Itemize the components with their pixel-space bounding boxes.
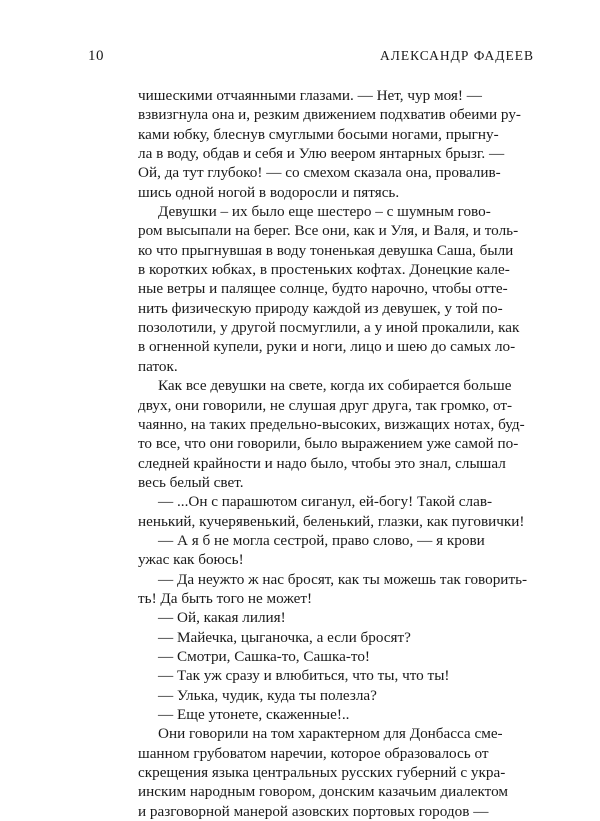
text-line: ла в воду, обдав и себя и Улю веером янтарных брызг. —	[138, 145, 505, 163]
text-line: то все, что они говорили, было выражением уже самой по-	[138, 435, 519, 453]
text-line: — Ой, какая лилия!	[158, 609, 286, 627]
text-line: ром высыпали на берег. Все они, как и Уля, и Валя, и толь-	[138, 222, 519, 240]
text-line: ненький, кучерявенький, беленький, глазки, как пуговички!	[138, 512, 525, 530]
text-line: и разговорной манерой азовских портовых городов —	[138, 802, 489, 820]
text-line: скрещения языка центральных русских губерний с укра-	[138, 764, 506, 782]
text-line: нить физическую природу каждой из девушек, у той по-	[138, 299, 503, 317]
text-line: чишескими отчаянными глазами. — Нет, чур моя! —	[138, 87, 482, 104]
body-text	[138, 86, 528, 821]
text-line: инским народным говором, донским казачьим диалектом	[138, 783, 509, 801]
page-header	[88, 48, 534, 68]
text-line: ко что прыгнувшая в воду тоненькая девушка Саша, были	[138, 241, 514, 259]
text-line: взвизгнула она и, резким движением подхватив обеими ру-	[138, 106, 521, 124]
text-line: в огненной купели, руки и ноги, лицо и шею до самых ло-	[138, 338, 516, 356]
text-line: в коротких юбках, в простеньких кофтах. Донецкие кале-	[138, 261, 510, 279]
text-line: чаянно, на таких предельно-высоких, визжащих нотах, буд-	[138, 415, 525, 433]
text-line: — А я б не могла сестрой, право слово, — я крови	[158, 531, 485, 549]
text-line: шанном грубоватом наречии, которое образовалось от	[138, 744, 489, 762]
text-line: ужас как боюсь!	[138, 551, 244, 569]
text-line: ть! Да быть того не может!	[138, 589, 313, 607]
text-line: следней крайности и надо было, чтобы это знал, слышал	[138, 454, 506, 472]
text-line: Девушки – их было еще шестеро – с шумным гово-	[158, 203, 491, 221]
text-line: — Так уж сразу и влюбиться, что ты, что ты!	[158, 667, 450, 685]
text-line: Как все девушки на свете, когда их собирается больше	[158, 377, 512, 395]
text-line: ные ветры и палящее солнце, будто нарочно, чтобы оттe-	[138, 280, 508, 298]
text-line: — Смотри, Сашка-то, Сашка-то!	[158, 647, 370, 665]
text-line: — ...Он с парашютом сиганул, ей-богу! Такой слав-	[158, 493, 493, 511]
text-line: шись одной ногой в водоросли и пятясь.	[138, 183, 400, 201]
text-line: позолотили, у другой посмуглили, а у иной прокалили, как	[138, 319, 520, 337]
text-line: — Да неужто ж нас бросят, как ты можешь так говорить-	[158, 570, 528, 588]
text-line: Ой, да тут глубоко! — со смехом сказала она, провалив-	[138, 164, 501, 182]
text-line: весь белый свет.	[138, 473, 244, 491]
text-line: Они говорили на том характерном для Донбасса сме-	[158, 725, 503, 743]
text-line: двух, они говорили, не слушая друг друга, так громко, от-	[138, 396, 513, 414]
running-title: АЛЕКСАНДР ФАДЕЕВ	[379, 48, 534, 63]
text-line: — Улька, чудик, куда ты полезла?	[158, 686, 377, 704]
page-number: 10	[88, 48, 104, 64]
text-line: — Еще утонете, скаженные!..	[158, 706, 350, 723]
text-line: — Майечка, цыганочка, а если бросят?	[158, 628, 411, 646]
text-line: ками юбку, блеснув смуглыми босыми ногами, прыгну-	[138, 125, 499, 143]
text-line: паток.	[138, 357, 178, 375]
